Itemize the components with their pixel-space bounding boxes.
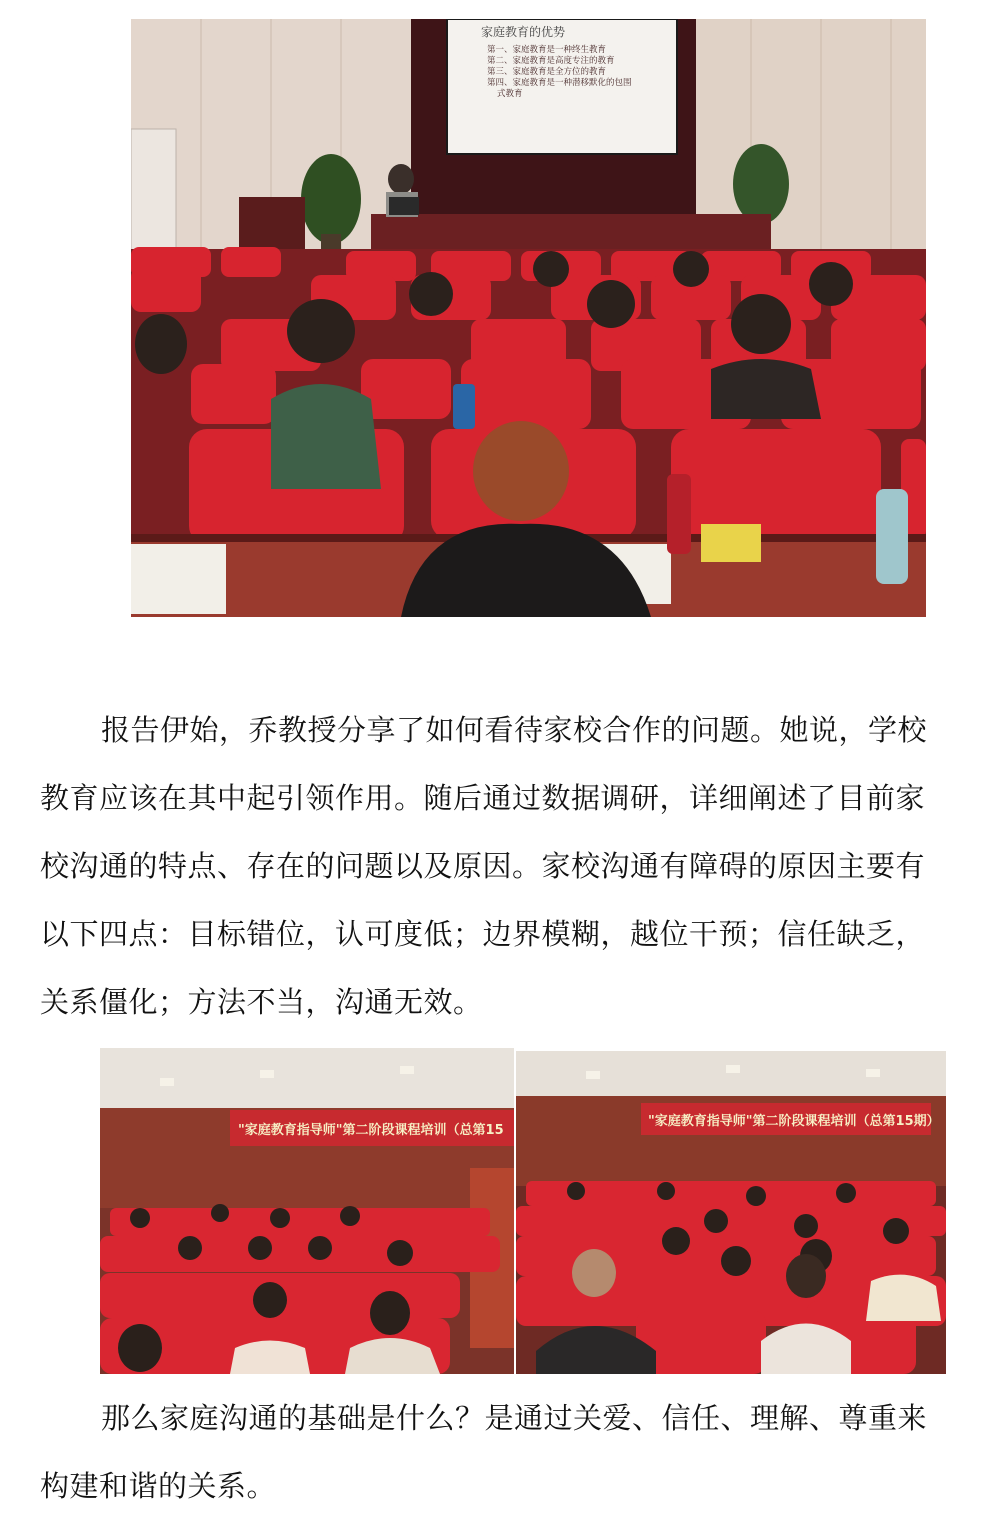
audience-photo-left: [100, 1048, 514, 1374]
paragraph-line: 关系僵化；方法不当，沟通无效。: [40, 985, 483, 1019]
lecture-hall-illustration: [131, 19, 926, 617]
slide-line: 第三、家庭教育是全方位的教育: [487, 67, 607, 77]
slide-line: 第二、家庭教育是高度专注的教育: [487, 56, 615, 66]
audience-illustration-left: [100, 1048, 514, 1374]
banner-text: "家庭教育指导师"第二阶段课程培训（总第15: [238, 1123, 504, 1138]
lecture-photo-main: [131, 19, 926, 617]
paragraph-line: 教育应该在其中起引领作用。随后通过数据调研，详细阐述了目前家: [40, 781, 926, 815]
paragraph-line: 构建和谐的关系。: [40, 1469, 277, 1503]
paragraph-line: 以下四点：目标错位，认可度低；边界模糊，越位干预；信任缺乏，: [40, 917, 926, 951]
slide-title: 家庭教育的优势: [481, 25, 566, 39]
paragraph-line: 报告伊始，乔教授分享了如何看待家校合作的问题。她说，学校: [101, 713, 928, 747]
paragraph-line: 校沟通的特点、存在的问题以及原因。家校沟通有障碍的原因主要有: [40, 849, 926, 883]
slide-line: 式教育: [497, 89, 523, 99]
audience-photo-right: [516, 1051, 946, 1374]
paragraph-line: 那么家庭沟通的基础是什么？是通过关爱、信任、理解、尊重来: [101, 1401, 928, 1435]
banner-text: "家庭教育指导师"第二阶段课程培训（总第15期）: [648, 1114, 940, 1129]
slide-line: 第四、家庭教育是一种潜移默化的包围: [487, 78, 632, 88]
audience-illustration-right: [516, 1051, 946, 1374]
article-paragraph: [40, 1384, 952, 1520]
article-paragraph: [40, 696, 952, 1036]
slide-line: 第一、家庭教育是一种终生教育: [487, 45, 607, 55]
